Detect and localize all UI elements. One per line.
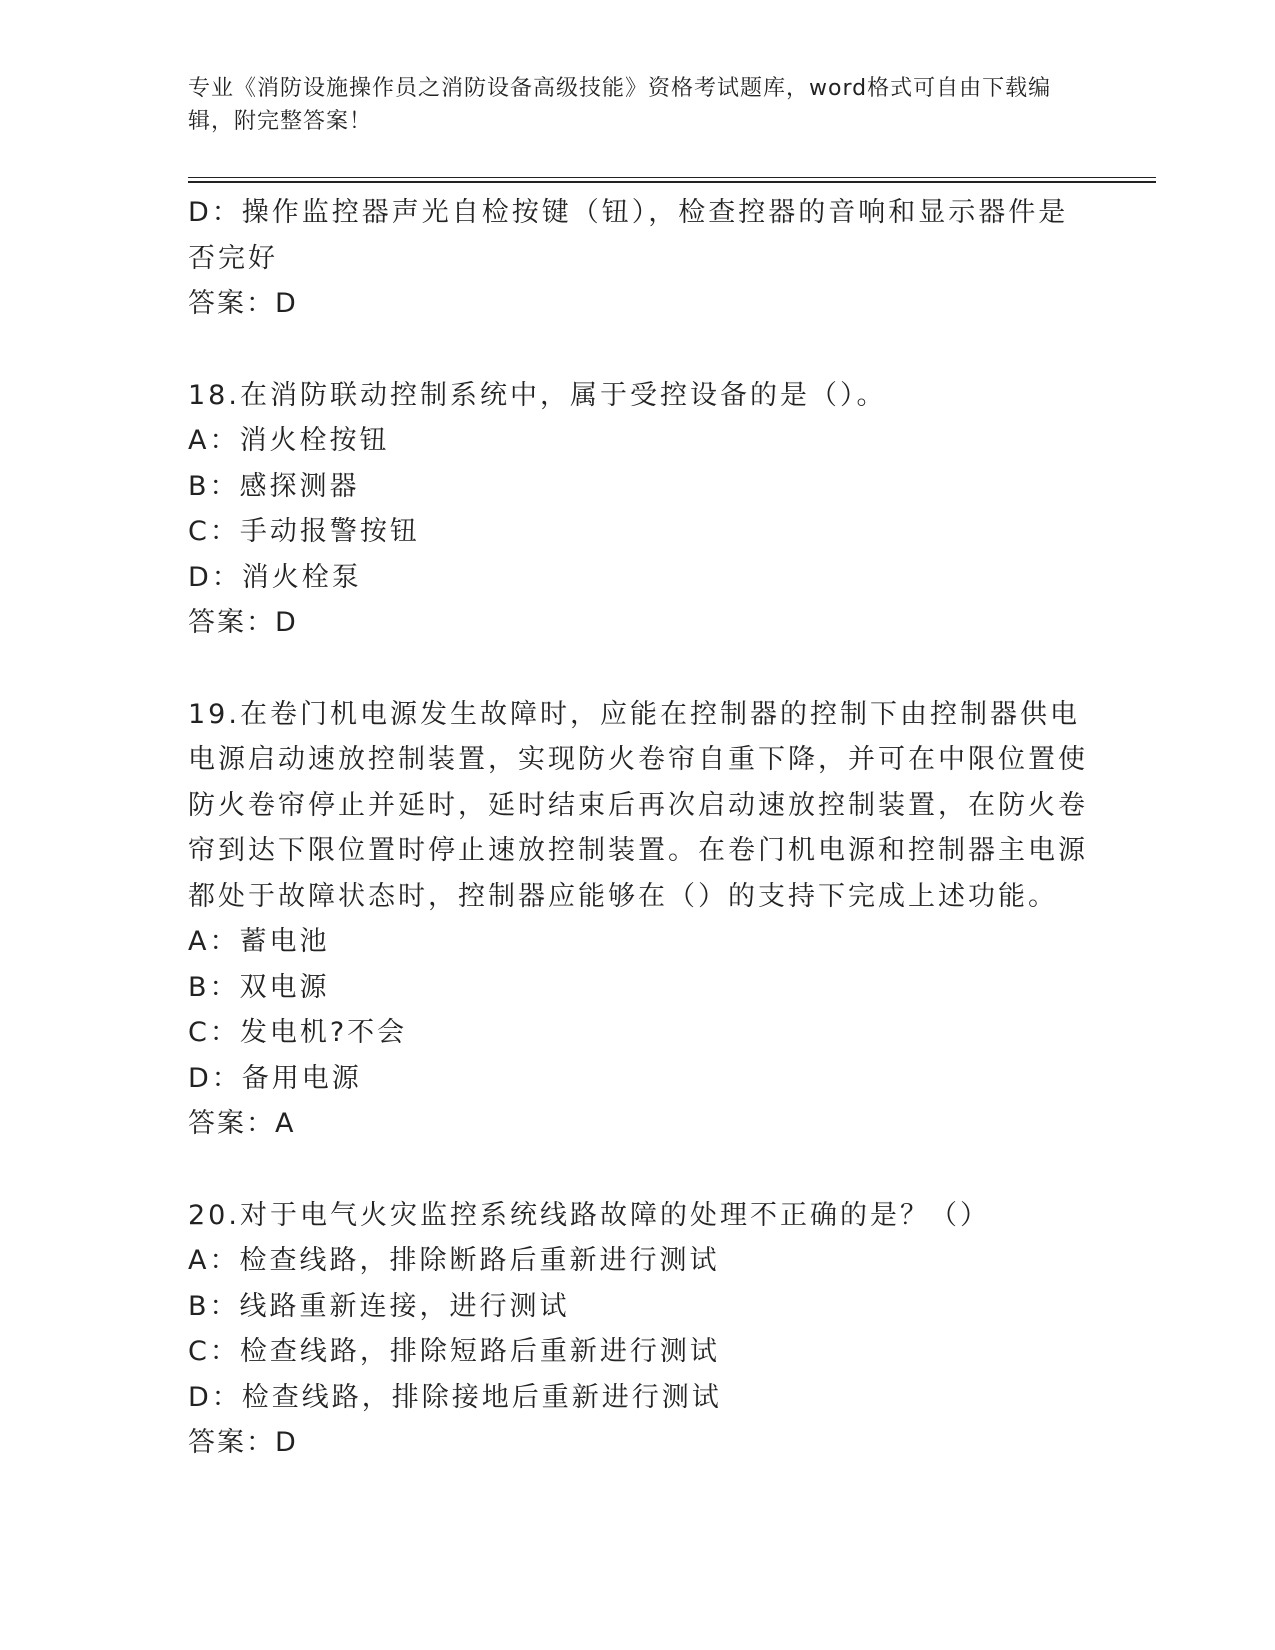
option-a: A：蓄电池 [188, 926, 330, 957]
question-stem: 20.对于电气火灾监控系统线路故障的处理不正确的是？（） [188, 1199, 990, 1231]
option-c: C：发电机?不会 [188, 1017, 408, 1048]
question-20 [188, 1193, 1088, 1466]
prev-option-d: D：操作监控器声光自检按键（钮），检查控器的音响和显示器件是否完好 [188, 197, 1069, 274]
option-b: B：双电源 [188, 971, 330, 1003]
option-a: A：检查线路，排除断路后重新进行测试 [188, 1245, 720, 1276]
answer: 答案：A [188, 1108, 296, 1139]
option-c: C：手动报警按钮 [188, 516, 420, 547]
option-d: D：检查线路，排除接地后重新进行测试 [188, 1381, 722, 1413]
question-19 [188, 692, 1088, 1147]
answer: 答案：D [188, 607, 298, 638]
question-stem: 19.在卷门机电源发生故障时，应能在控制器的控制下由控制器供电电源启动速放控制装置，实现防火卷帘自重下降，并可在中限位置使防火卷帘停止并延时，延时结束后再次启动速放控制装置，在防火卷帘到达下限位置时停止速放控制装置。在卷门机电源和控制器主电源都处于故障状态时，控制器应能够在（）的支持下完成上述功能。 [188, 698, 1088, 912]
document-header: 专业《消防设施操作员之消防设备高级技能》资格考试题库，word格式可自由下载编辑，附完整答案！ [188, 76, 1052, 134]
option-d: D：消火栓泵 [188, 561, 362, 593]
option-b: B：感探测器 [188, 470, 360, 502]
question-stem: 18.在消防联动控制系统中，属于受控设备的是（）。 [188, 379, 887, 411]
option-c: C：检查线路，排除短路后重新进行测试 [188, 1336, 720, 1367]
question-18 [188, 373, 1088, 646]
option-d: D：备用电源 [188, 1062, 362, 1094]
header-rule-thin [188, 177, 1156, 178]
prev-answer: 答案：D [188, 288, 298, 319]
header-rule-thick [188, 181, 1156, 183]
answer: 答案：D [188, 1427, 298, 1458]
option-a: A：消火栓按钮 [188, 425, 390, 456]
question-content [188, 190, 1088, 1466]
option-b: B：线路重新连接，进行测试 [188, 1290, 570, 1322]
